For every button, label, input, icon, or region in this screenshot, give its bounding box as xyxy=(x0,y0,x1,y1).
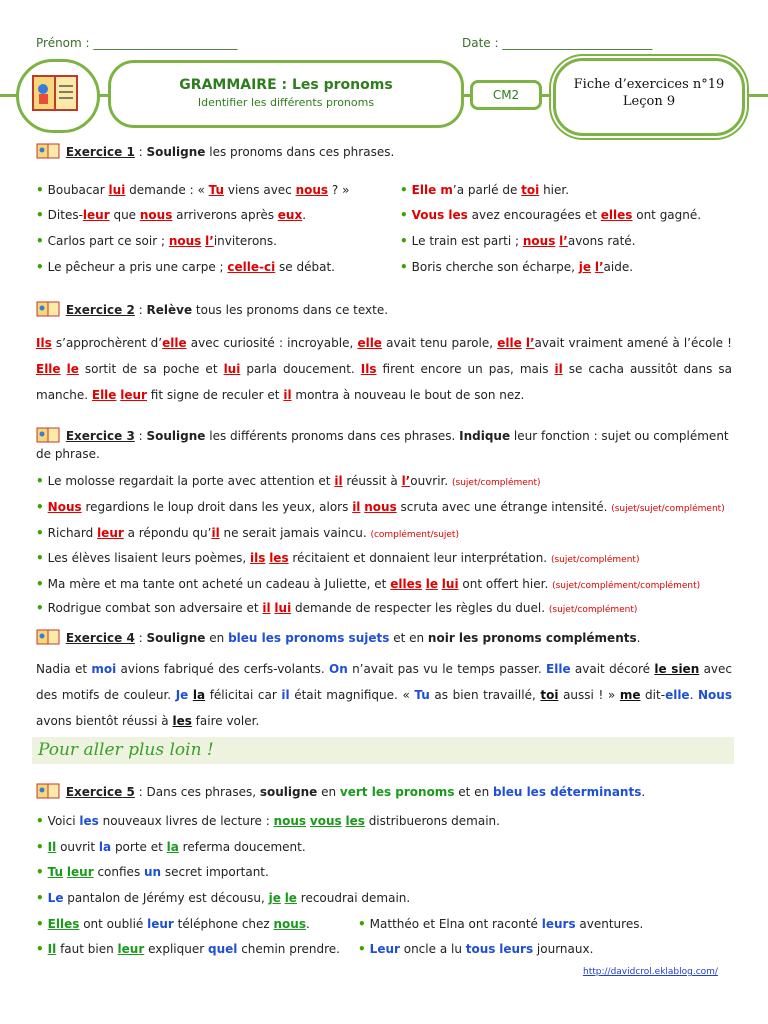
exercise-2-verb: Relève xyxy=(146,303,193,317)
exercise-2-heading: Exercice 2 : Relève tous les pronoms dans ce texte. xyxy=(36,300,388,318)
ex3-sentence: • Nous regardions le loup droit dans les yeux, alors il nous scruta avec une étrange intensité. (sujet/sujet/complément) xyxy=(36,500,725,514)
exercise-2-label: Exercice 2 xyxy=(65,303,135,317)
exercise-5-text: . xyxy=(641,785,646,799)
date-field: Date : _________________________ xyxy=(462,36,653,50)
exercise-5-heading: Exercice 5 : Dans ces phrases, souligne en vert les pronoms et en bleu les déterminants. xyxy=(36,782,645,800)
ex5-sentence: • Il ouvrit la porte et la referma doucement. xyxy=(36,840,306,854)
exercise-5-green: vert les pronoms xyxy=(339,785,455,799)
exercise-4-text: en xyxy=(205,631,229,645)
exercise-4-verb: Souligne xyxy=(146,631,206,645)
exercise-3-instruction-2: leur fonction : sujet ou complément de phrase. xyxy=(36,429,729,461)
ex5-sentence: • Leur oncle a lu tous leurs journaux. xyxy=(358,942,594,956)
exercise-5-verb: souligne xyxy=(259,785,318,799)
ex5-sentence: • Voici les nouveaux livres de lecture : nous vous les distribuerons demain. xyxy=(36,814,500,828)
ex4-text: Nadia et moi avions fabriqué des cerfs-volants. On n’avait pas vu le temps passer. Elle avait décoré le sien avec des motifs de couleur. Je la félicitai car il était magnifique. « Tu as bien travaillé, toi aussi ! » me dit-elle. Nous avons bientôt réussi à les faire voler. xyxy=(36,662,732,728)
exercise-3-verb-2: Indique xyxy=(459,429,511,443)
exercise-5-text: et en xyxy=(454,785,493,799)
ex1-sentence: • Boris cherche son écharpe, je l’aide. xyxy=(400,260,634,274)
exercise-4-blue: bleu les pronoms sujets xyxy=(228,631,390,645)
exercise-5-blue: bleu les déterminants xyxy=(493,785,642,799)
exercise-4-black: noir les pronoms compléments xyxy=(427,631,637,645)
logo xyxy=(16,59,100,133)
ex5-sentence: • Tu leur confies un secret important. xyxy=(36,865,269,879)
exercise-3-instruction: les différents pronoms dans ces phrases. xyxy=(205,429,460,443)
ex1-sentence: • Le train est parti ; nous l’avons raté. xyxy=(400,234,636,248)
fiche-number: Fiche d’exercices n°19 xyxy=(573,77,725,92)
further-title: Pour aller plus loin ! xyxy=(38,740,214,760)
level-badge: CM2 xyxy=(470,80,542,110)
ex1-sentence: • Vous les avez encouragées et elles ont gagné. xyxy=(400,208,702,222)
book-icon xyxy=(36,426,62,444)
book-icon xyxy=(19,62,91,124)
title-pill xyxy=(108,60,464,128)
prenom-field: Prénom : ________________________ xyxy=(36,36,238,50)
book-icon xyxy=(36,628,62,646)
exercise-4-text: et en xyxy=(389,631,428,645)
exercise-1-label: Exercice 1 xyxy=(65,145,135,159)
ex5-sentence: • Matthéo et Elna ont raconté leurs aventures. xyxy=(358,917,644,931)
ex3-sentence: • Le molosse regardait la porte avec attention et il réussit à l’ouvrir. (sujet/complément) xyxy=(36,474,541,488)
exercise-1-instruction: les pronoms dans ces phrases. xyxy=(205,145,395,159)
page-title: GRAMMAIRE : Les pronoms xyxy=(179,77,393,93)
further-banner xyxy=(32,737,734,764)
exercise-4-text: . xyxy=(636,631,641,645)
exercise-3-heading: Exercice 3 : Souligne les différents pronoms dans ces phrases. Indique leur fonction : sujet ou complément de phrase. xyxy=(36,426,732,463)
exercise-5-text: en xyxy=(317,785,340,799)
exercise-5-text: Dans ces phrases, xyxy=(142,785,260,799)
exercise-1-heading: Exercice 1 : Souligne les pronoms dans ces phrases. xyxy=(36,142,394,160)
book-icon xyxy=(36,782,62,800)
ex2-text: Ils s’approchèrent d’elle avec curiosité : incroyable, elle avait tenu parole, elle l’avait vraiment amené à l’école ! Elle le sortit de sa poche et lui parla doucement. Ils firent encore un pas, mais il se cacha aussitôt dans sa manche. Elle leur fit signe de reculer et il montra à nouveau le bout de son nez. xyxy=(36,336,732,402)
ex3-sentence: • Rodrigue combat son adversaire et il lui demande de respecter les règles du duel. (sujet/complément) xyxy=(36,601,638,615)
ex1-sentence: • Elle m’a parlé de toi hier. xyxy=(400,183,570,197)
exercise-2-instruction: tous les pronoms dans ce texte. xyxy=(192,303,389,317)
footer-link[interactable]: http://davidcrol.eklablog.com/ xyxy=(583,967,718,977)
exercise-5-label: Exercice 5 xyxy=(65,785,135,799)
exercise-4-heading: Exercice 4 : Souligne en bleu les pronoms sujets et en noir les pronoms compléments. xyxy=(36,628,640,646)
ex3-sentence: • Ma mère et ma tante ont acheté un cadeau à Juliette, et elles le lui ont offert hier. (sujet/complément/complément) xyxy=(36,577,701,591)
ex5-sentence: • Il faut bien leur expliquer quel chemin prendre. xyxy=(36,942,340,956)
ex5-sentence: • Le pantalon de Jérémy est décousu, je le recoudrai demain. xyxy=(36,891,411,905)
exercise-4-label: Exercice 4 xyxy=(65,631,135,645)
ex3-sentence: • Les élèves lisaient leurs poèmes, ils les récitaient et donnaient leur interprétation. (sujet/complément) xyxy=(36,551,640,565)
fiche-lesson: Leçon 9 xyxy=(622,94,676,109)
fiche-pill xyxy=(553,58,745,136)
ex1-sentence: • Boubacar lui demande : « Tu viens avec nous ? » xyxy=(36,183,350,197)
exercise-3-label: Exercice 3 xyxy=(65,429,135,443)
book-icon xyxy=(36,142,62,160)
exercise-1-verb: Souligne xyxy=(146,145,206,159)
book-icon xyxy=(36,300,62,318)
ex1-sentence: • Dites-leur que nous arriverons après eux. xyxy=(36,208,307,222)
exercise-3-verb: Souligne xyxy=(146,429,206,443)
ex5-sentence: • Elles ont oublié leur téléphone chez nous. xyxy=(36,917,310,931)
page-subtitle: Identifier les différents pronoms xyxy=(197,96,375,109)
ex1-sentence: • Le pêcheur a pris une carpe ; celle-ci se débat. xyxy=(36,260,335,274)
ex3-sentence: • Richard leur a répondu qu’il ne serait jamais vaincu. (complément/sujet) xyxy=(36,526,459,540)
ex1-sentence: • Carlos part ce soir ; nous l’inviterons. xyxy=(36,234,277,248)
